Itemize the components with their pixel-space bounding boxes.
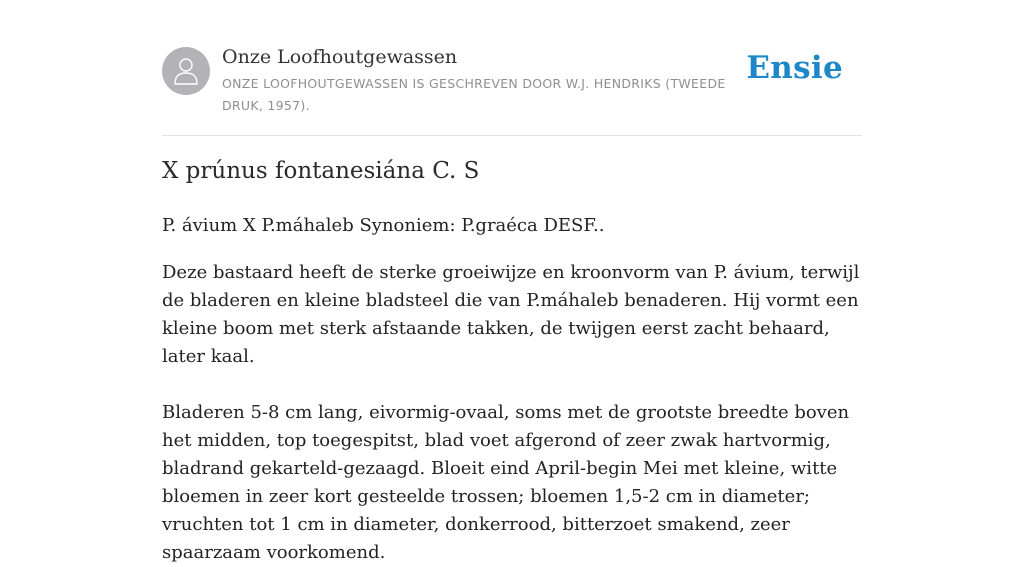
source-description: ONZE LOOFHOUTGEWASSEN IS GESCHREVEN DOOR W.J. HENDRIKS (TWEEDE DRUK, 1957). xyxy=(222,76,726,113)
source-title[interactable]: Onze Loofhoutgewassen xyxy=(222,46,458,68)
entry-title: X prúnus fontanesiána C. S xyxy=(162,158,480,184)
entry-body xyxy=(162,212,862,567)
ensie-logo[interactable]: Ensie xyxy=(746,50,843,86)
entry-card xyxy=(162,0,862,563)
user-silhouette-icon xyxy=(172,56,200,86)
synonym-line: P. ávium X P.máhaleb Synoniem: P.graéca DESF.. xyxy=(162,215,605,236)
description-paragraph-2: Bladeren 5-8 cm lang, eivormig-ovaal, soms met de grootste breedte boven het midden, top toegespitst, blad voet afgerond of zeer zwak hartvormig, bladrand gekarteld-gezaagd. Bloeit eind April-begin Mei met kleine, witte bloemen in zeer kort gesteelde trossen; bloemen 1,5-2 cm in diameter; vruchten tot 1 cm in diameter, donkerrood, bitterzoet smakend, zeer spaarzaam voorkomend. xyxy=(162,402,850,563)
source-avatar[interactable] xyxy=(162,47,210,95)
description-paragraph-1: Deze bastaard heeft de sterke groeiwijze en kroonvorm van P. ávium, terwijl de bladeren en kleine bladsteel die van P.máhaleb benaderen. Hij vormt een kleine boom met sterk afstaande takken, de twijgen eerst zacht behaard, later kaal. xyxy=(162,262,860,367)
source-header xyxy=(162,0,862,136)
